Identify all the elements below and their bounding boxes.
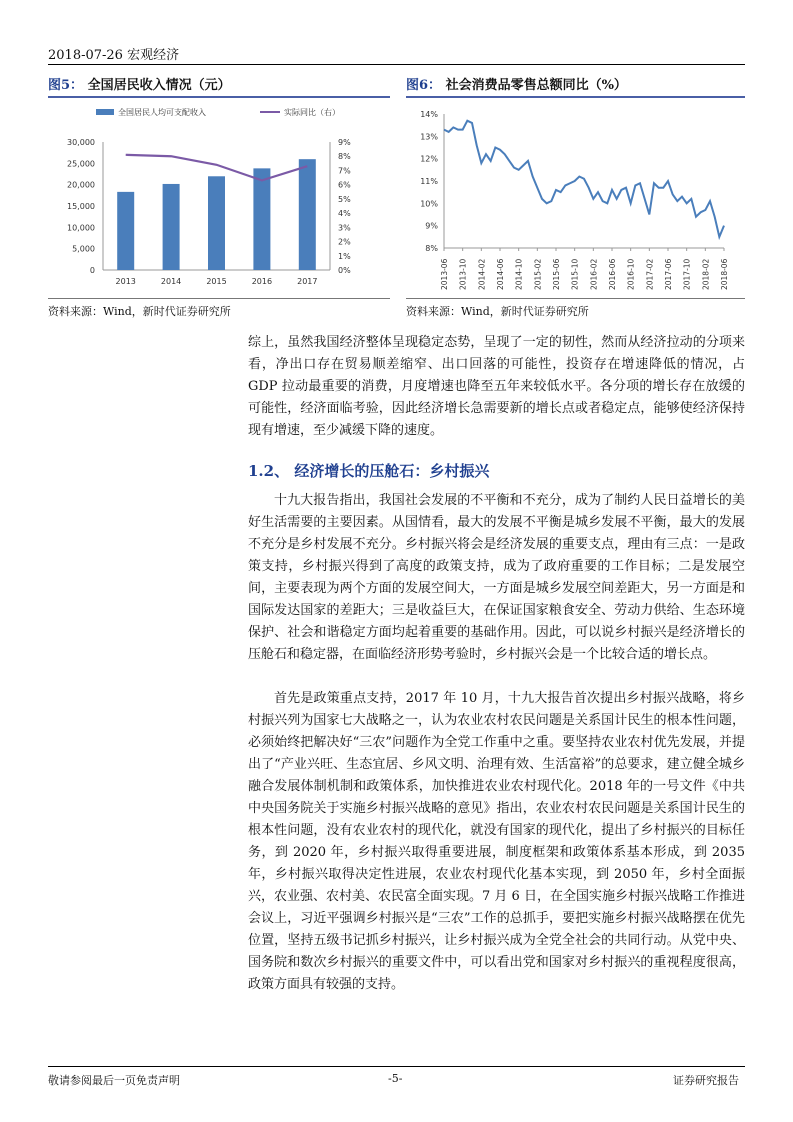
bar-income: [299, 159, 316, 270]
x-tick-label: 2018-02: [701, 258, 711, 290]
y-tick-label: 0: [89, 266, 95, 275]
y2-tick-label: 1%: [338, 251, 351, 261]
legend-label-income: 全国居民人均可支配收入: [118, 108, 206, 117]
x-tick-label: 2014-06: [496, 258, 505, 290]
section-title: 1.2、 经济增长的压舱石：乡村振兴: [248, 462, 490, 480]
y-tick-label: 12%: [420, 154, 438, 164]
page-number: -5-: [388, 1072, 403, 1085]
x-tick-label: 2013: [115, 277, 136, 286]
fig5-source: 资料来源：Wind，新时代证券研究所: [48, 305, 231, 318]
y2-tick-label: 2%: [338, 237, 351, 247]
x-tick-label: 2015-10: [570, 258, 580, 290]
x-tick-label: 2014-10: [514, 258, 524, 290]
y-tick-label: 5,000: [72, 244, 95, 254]
y-tick-label: 10%: [420, 199, 438, 209]
bar-income: [163, 184, 180, 270]
bar-income: [208, 176, 225, 270]
x-tick-label: 2016-02: [589, 258, 599, 290]
bar-income: [117, 192, 134, 270]
footer-report-type: 证券研究报告: [673, 1074, 739, 1087]
x-tick-label: 2017: [297, 277, 318, 286]
y-tick-label: 11%: [420, 177, 438, 186]
paragraph-summary: 综上，虽然我国经济整体呈现稳定态势，呈现了一定的韧性，然而从经济拉动的分项来看，净出口存在贸易顺差缩窄、出口回落的可能性，投资存在增速降低的情况，占 GDP 拉动最重要的消费，月度增速也降至五年来较低水平。各分项的增长存在放缓的可能性，经济面临考验，因此经济增长急需要新的增长点或者稳定点，能够使经济保持现有增速，至少减缓下降的速度。: [248, 335, 745, 438]
y-tick-label: 13%: [420, 132, 438, 142]
y-tick-label: 8%: [425, 244, 438, 253]
y-tick-label: 14%: [420, 110, 438, 119]
fig6-title-block: [406, 74, 627, 93]
fig5-top-rule: [48, 96, 390, 98]
legend-label-growth: 实际同比（右）: [284, 108, 340, 117]
line-retail-sales-yoy: [444, 121, 724, 237]
x-tick-label: 2015-02: [533, 258, 543, 290]
paragraph-policy-support: 首先是政策重点支持，2017 年 10 月，十九大报告首次提出乡村振兴战略，将乡村振兴列为国家七大战略之一，认为农业农村农民问题是关系国计民生的根本性问题，必须始终把解决好“三农”问题作为全党工作重中之重。要坚持农业农村优先发展，并提出了“产业兴旺、生态宜居、乡风文明、治理有效、生活富裕”的总要求，建立健全城乡融合发展体制机制和政策体系，加快推进农业农村现代化。2018 年的一号文件《中共中央国务院关于实施乡村振兴战略的意见》指出，农业农村农民问题是关系国计民生的根本性问题，没有农业农村的现代化，就没有国家的现代化，提出了乡村振兴的目标任务，到 2020 年，乡村振兴取得重要进展，制度框架和政策体系基本形成，到 2035 年，乡村振兴取得决定性进展，农业农村现代化基本实现，到 2050 年，乡村全面振兴，农业强、农村美、农民富全面实现。7 月 6 日，在全国实施乡村振兴战略工作推进会议上，习近平强调乡村振兴是“三农”工作的总抓手，要把实施乡村振兴战略摆在优先位置，坚持五级书记抓乡村振兴，让乡村振兴成为全党全社会的共同行动。从党中央、国务院和数次乡村振兴的重要文件中，可以看出党和国家对乡村振兴的重视程度很高，政策方面具有较强的支持。: [248, 691, 745, 992]
footer-disclaimer: 敬请参阅最后一页免责声明: [48, 1074, 180, 1087]
fig5-title: 全国居民收入情况（元）: [87, 78, 231, 93]
y2-tick-label: 5%: [338, 194, 351, 204]
fig6-title: 社会消费品零售总额同比（%）: [445, 78, 627, 93]
fig6-source: 资料来源：Wind，新时代证券研究所: [406, 305, 589, 318]
x-tick-label: 2016-06: [608, 258, 617, 290]
header-divider: [48, 64, 745, 65]
footer-divider: [48, 1066, 745, 1067]
y-tick-label: 15,000: [67, 202, 95, 211]
fig6-bottom-rule: [406, 298, 745, 299]
fig5-title-block: [48, 74, 231, 93]
fig6-chart: [406, 100, 745, 296]
fig5-number: 图5：: [48, 78, 84, 93]
fig6-top-rule: [406, 96, 745, 98]
y-tick-label: 25,000: [67, 159, 95, 169]
fig5-chart: [48, 100, 390, 296]
x-tick-label: 2017-06: [664, 258, 673, 290]
x-tick-label: 2017-10: [682, 258, 692, 290]
x-tick-label: 2014-02: [477, 258, 487, 290]
fig5-bottom-rule: [48, 298, 390, 299]
y2-tick-label: 4%: [338, 209, 351, 219]
x-tick-label: 2016: [251, 277, 273, 286]
page-header: 2018-07-26 宏观经济: [48, 48, 180, 63]
y2-tick-label: 7%: [338, 166, 351, 176]
y2-tick-label: 8%: [338, 152, 351, 162]
y2-tick-label: 3%: [338, 223, 351, 233]
y-tick-label: 9%: [425, 221, 438, 231]
y-tick-label: 30,000: [67, 138, 95, 147]
x-tick-label: 2013-06: [440, 258, 449, 290]
y-tick-label: 10,000: [67, 223, 95, 233]
x-tick-label: 2015: [206, 277, 227, 286]
x-tick-label: 2014: [160, 277, 182, 286]
fig6-number: 图6：: [406, 78, 442, 93]
x-tick-label: 2017-02: [645, 258, 655, 290]
y2-tick-label: 9%: [338, 138, 351, 147]
x-tick-label: 2015-06: [552, 258, 561, 290]
bar-income: [253, 168, 270, 270]
paragraph-rural-revitalization: 十九大报告指出，我国社会发展的不平衡和不充分，成为了制约人民日益增长的美好生活需要的主要因素。从国情看，最大的发展不平衡是城乡发展不平衡，最大的发展不充分是乡村发展不充分。乡村振兴将会是经济发展的重要支点，理由有三点：一是政策支持，乡村振兴得到了高度的政策支持，成为了政府重要的工作目标；二是发展空间，主要表现为两个方面的发展空间大，一方面是城乡发展空间差距大，另一方面是和国际发达国家的差距大；三是收益巨大，在保证国家粮食安全、劳动力供给、生态环境保护、社会和谐稳定方面均起着重要的基础作用。因此，可以说乡村振兴是经济增长的压舱石和稳定器，在面临经济形势考验时，乡村振兴会是一个比较合适的增长点。: [248, 493, 745, 662]
y-tick-label: 20,000: [67, 180, 95, 190]
y2-tick-label: 6%: [338, 180, 351, 190]
x-tick-label: 2016-10: [626, 258, 636, 290]
y2-tick-label: 0%: [338, 266, 351, 275]
legend-swatch-income: [96, 109, 114, 115]
x-tick-label: 2013-10: [458, 258, 468, 290]
x-tick-label: 2018-06: [720, 258, 729, 290]
